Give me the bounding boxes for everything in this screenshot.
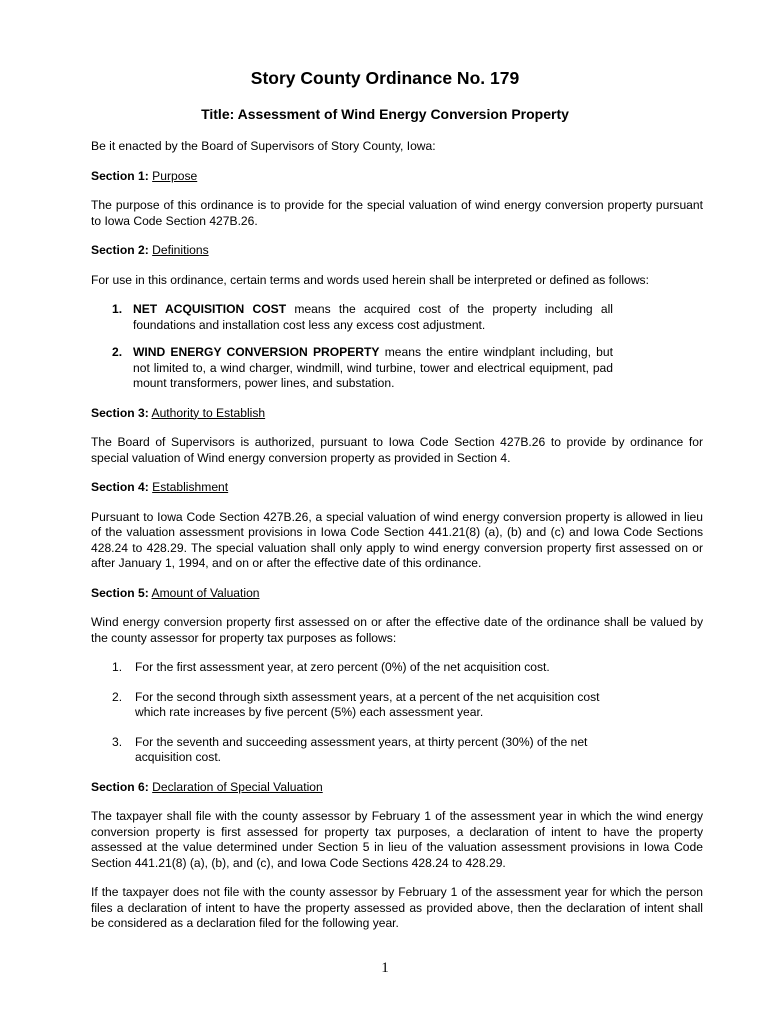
section-3-heading	[91, 406, 703, 422]
section-1-heading	[91, 169, 703, 185]
list-number: 2.	[112, 345, 123, 359]
definition-text: means the entire windplant including, but not limited to, a wind charger, windmill, wind turbine, tower and electrical equipment, pad mount transformers, power lines, and substation.	[133, 345, 613, 390]
section-name: Purpose	[152, 168, 198, 183]
valuation-text: For the second through sixth assessment years, at a percent of the net acquisition cost which rate increases by five percent (5%) each assessment year.	[135, 689, 600, 719]
valuation-text: For the seventh and succeeding assessment years, at thirty percent (30%) of the net acquisition cost.	[135, 734, 588, 764]
section-2-heading	[91, 243, 703, 259]
section-label: Section 3:	[91, 405, 149, 420]
section-name: Authority to Establish	[151, 405, 266, 420]
section-4-paragraph: Pursuant to Iowa Code Section 427B.26, a special valuation of wind energy conversion property is allowed in lieu of the valuation assessment provisions in Iowa Code Section 441.21(8) (a), (b) and (c) and Iowa Code Sections 428.24 to 428.29. The special valuation shall only apply to wind energy conversion property first assessed on or after January 1, 1994, and on or after the effective date of this ordinance.	[91, 509, 703, 570]
section-label: Section 6:	[91, 779, 149, 794]
ordinance-subtitle: Title: Assessment of Wind Energy Conversion Property	[201, 106, 569, 122]
section-label: Section 5:	[91, 585, 149, 600]
definition-item	[91, 302, 613, 333]
section-label: Section 4:	[91, 480, 149, 494]
page-number: 1	[381, 960, 389, 976]
ordinance-body	[91, 139, 703, 932]
section-6-paragraph-2: If the taxpayer does not file with the county assessor by February 1 of the assessment year for which the person files a declaration of intent to have the property assessed as provided above, then the declaration of intent shall be considered as a declaration filed for the following year.	[91, 885, 703, 930]
valuation-item	[91, 690, 615, 721]
list-number: 1.	[112, 302, 123, 316]
section-name: Definitions	[152, 243, 209, 257]
section-label: Section 2:	[91, 243, 149, 257]
definition-term: WIND ENERGY CONVERSION PROPERTY	[133, 345, 380, 359]
valuation-item	[91, 660, 615, 676]
section-5-heading	[91, 586, 703, 602]
definition-text: means the acquired cost of the property including all foundations and installation cost less any excess cost adjustment.	[133, 302, 613, 332]
enacting-clause: Be it enacted by the Board of Supervisors of Story County, Iowa:	[91, 139, 436, 153]
section-4-heading	[91, 480, 703, 496]
list-number: 1.	[112, 660, 123, 674]
section-2-paragraph: For use in this ordinance, certain terms and words used herein shall be interpreted or defined as follows:	[91, 272, 649, 287]
section-6-paragraph-1: The taxpayer shall file with the county assessor by February 1 of the assessment year in which the wind energy conversion property is first assessed for property tax purposes, a declaration of intent to have the property assessed at the value determined under Section 5 in lieu of the valuation assessment provisions in Iowa Code Section 441.21(8) (a), (b), and (c), and Iowa Code Sections 428.24 to 428.29.	[91, 809, 703, 870]
section-name: Establishment	[152, 480, 229, 494]
valuation-item	[91, 735, 615, 766]
section-5-paragraph: Wind energy conversion property first assessed on or after the effective date of the ordinance shall be valued by the county assessor for property tax purposes as follows:	[91, 615, 703, 645]
definition-term: NET ACQUISITION COST	[133, 302, 287, 316]
list-number: 3.	[112, 734, 123, 749]
section-name: Amount of Valuation	[151, 585, 260, 600]
definition-item	[91, 345, 613, 392]
section-name: Declaration of Special Valuation	[152, 779, 323, 794]
definitions-list	[91, 302, 703, 392]
section-3-paragraph: The Board of Supervisors is authorized, pursuant to Iowa Code Section 427B.26 to provide by ordinance for special valuation of Wind energy conversion property as provided in Section 4.	[91, 435, 703, 465]
valuation-list	[91, 660, 703, 766]
section-1-paragraph: The purpose of this ordinance is to provide for the special valuation of wind energy conversion property pursuant to Iowa Code Section 427B.26.	[91, 198, 703, 228]
ordinance-title: Story County Ordinance No. 179	[250, 68, 520, 88]
section-label: Section 1:	[91, 168, 149, 183]
section-6-heading	[91, 780, 703, 796]
valuation-text: For the first assessment year, at zero percent (0%) of the net acquisition cost.	[135, 660, 550, 674]
list-number: 2.	[112, 689, 123, 704]
